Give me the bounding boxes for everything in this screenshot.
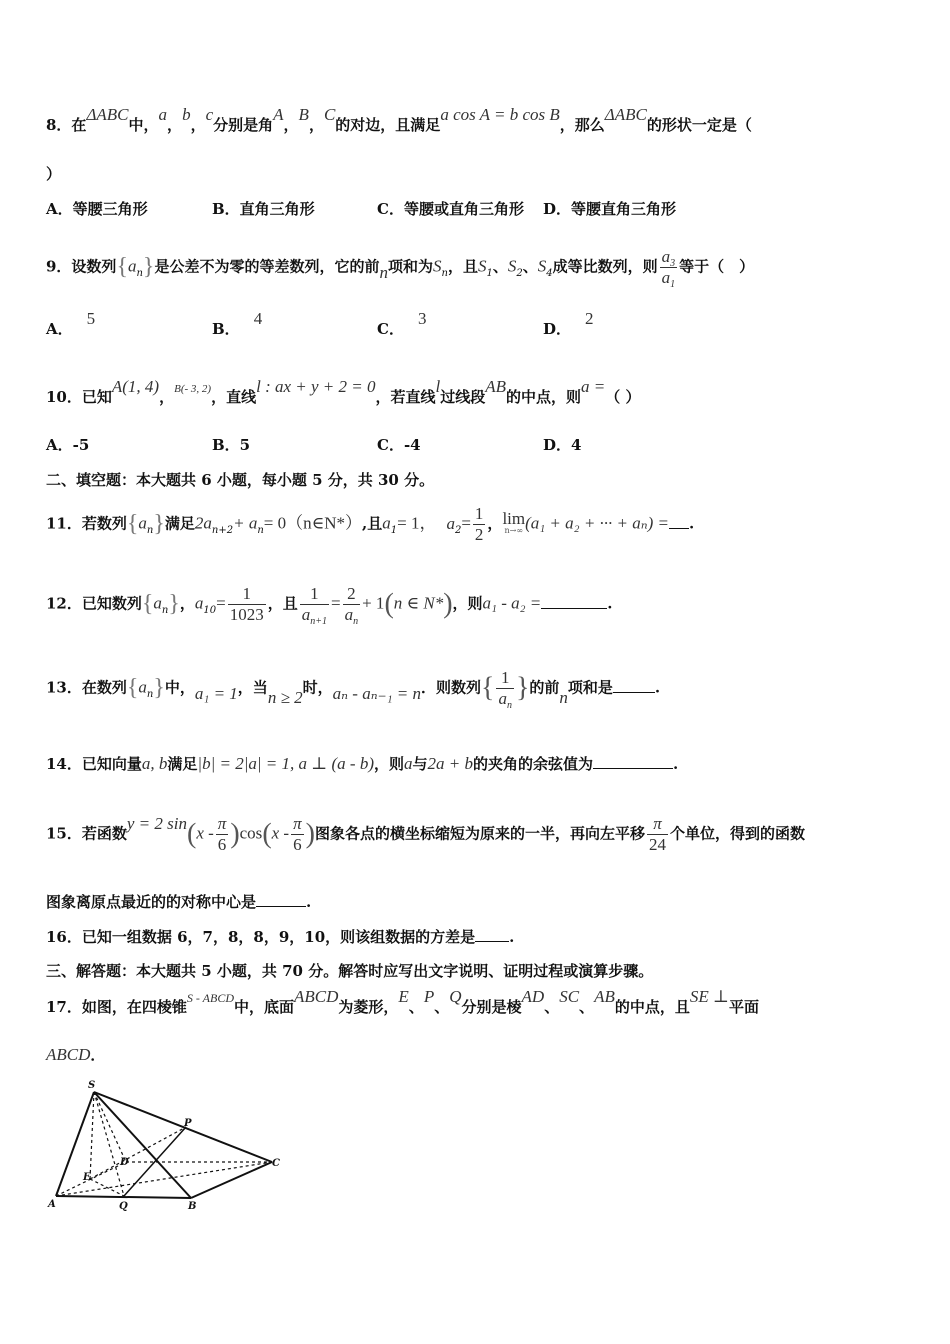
label-p: P: [184, 1118, 192, 1129]
segment-ep: [90, 1127, 186, 1179]
q13-answer-blank[interactable]: [613, 692, 655, 693]
label-b: B: [188, 1201, 197, 1212]
q13-line: 13．在数列$\{a_n\}$中，a₁ = 1，当n ≥ 2时，aₙ - aₙ₋₁ = n．则数列{ $\frac{1}{a_n}$ }的前n项和是 .: [46, 668, 661, 711]
q9-ratio: $\frac{a_3}{a_1}$: [661, 247, 676, 290]
q15-answer-blank[interactable]: [256, 906, 306, 907]
q9-line: 9．设数列$\{a_n\}$是公差不为零的等差数列，它的前n项和为$S_n$，且$S_1$、$S_2$、$S_4$成等比数列，则 $\frac{a_3}{a_1}$ 等于（ ）: [46, 247, 755, 290]
q11-answer-blank[interactable]: [669, 528, 689, 529]
q10-option-c: C．-4: [377, 436, 421, 454]
q9-option-c: C．3: [377, 309, 427, 338]
q9-option-d: D．2: [543, 309, 594, 338]
edge-sc: [94, 1092, 272, 1162]
section-3-heading: 三、解答题：本大题共 5 小题，共 70 分。解答时应写出文字说明、证明过程或演算步骤。: [46, 962, 654, 980]
q15-line1: 15．若函数y = 2 sin(x - $\frac{\pi}{6}$ )cos(x - $\frac{\pi}{6}$ )图象各点的横坐标缩短为原来的一半，再向左平移 $\frac{\pi}{24}$ 个单位，得到的函数: [46, 813, 805, 854]
q16-line: 16．已知一组数据 6，7，8，8，9，10，则该组数据的方差是 .: [46, 928, 515, 946]
q11-limit: lim n→∞: [502, 508, 526, 535]
section-2-heading: 二、填空题：本大题共 6 小题，每小题 5 分，共 30 分。: [46, 471, 435, 489]
q11-line: 11．若数列$\{a_n\}$满足$2a_{n+2}+ a_n=$ 0（n∈N*）,且$a_1= 1$， $a_2=$ $\frac{1}{2}$ ， lim n→∞ (a₁ + a₂ + ··· + aₙ) = .: [46, 504, 695, 544]
edge-bc: [191, 1162, 272, 1198]
q8-option-a: A．等腰三角形: [46, 200, 148, 218]
q17-line1: 17．如图，在四棱锥$^{S - ABCD}$中，底面ABCD为菱形，E、P、Q分别是棱AD、SC、AB的中点，且SE ⊥平面: [46, 987, 759, 1016]
q17-line2: ABCD．: [46, 1045, 106, 1064]
q9-option-b: B．4: [212, 309, 263, 338]
edge-sb: [94, 1092, 191, 1198]
label-s: S: [88, 1080, 96, 1091]
q8-option-d: D．等腰直角三角形: [543, 200, 677, 218]
q14-line: 14．已知向量a, b满足|b| = 2|a| = 1, a ⊥ (a - b)，则a与2a + b的夹角的余弦值为 .: [46, 754, 679, 773]
label-a: A: [48, 1199, 56, 1210]
q12-answer-blank[interactable]: [541, 608, 607, 609]
q10-option-b: B．5: [212, 436, 251, 454]
q15-line2: 图象离原点最近的的对称中心是 .: [46, 893, 312, 911]
label-q: Q: [119, 1201, 128, 1212]
q8-option-b: B．直角三角形: [212, 200, 315, 218]
q9-option-a: A．5: [46, 309, 96, 338]
q10-line: 10．已知A(1, 4)，$^{B(- 3, 2)}$，直线l : ax + y + 2 = 0，若直线l过线段AB的中点，则a =（ ）: [46, 377, 641, 406]
label-c: C: [272, 1158, 280, 1169]
q14-answer-blank[interactable]: [593, 768, 673, 769]
label-d: D: [120, 1157, 129, 1168]
segment-eq: [90, 1179, 124, 1196]
label-e: E: [83, 1172, 91, 1183]
q8-option-c: C．等腰或直角三角形: [377, 200, 524, 218]
q10-option-d: D．4: [543, 436, 582, 454]
q16-answer-blank[interactable]: [475, 941, 509, 942]
q8-line1: 8．在ΔABC中，a，b，c分别是角A，B，C的对边，且满足a cos A = b cos B，那么ΔABC的形状一定是（: [46, 105, 752, 134]
q8-close: ）: [46, 165, 62, 183]
q10-option-a: A．-5: [46, 436, 90, 454]
segment-se: [90, 1092, 94, 1179]
q12-line: 12．已知数列$\{a_n\}$，$a_{10}=$ $\frac{1}{1023}$ ，且 $\frac{1}{a_{n+1}}$ = $\frac{2}{a_n}$ + 1(n ∈ N*)，则a₁ - a₂ = .: [46, 584, 613, 627]
pyramid-figure: [46, 1076, 286, 1212]
